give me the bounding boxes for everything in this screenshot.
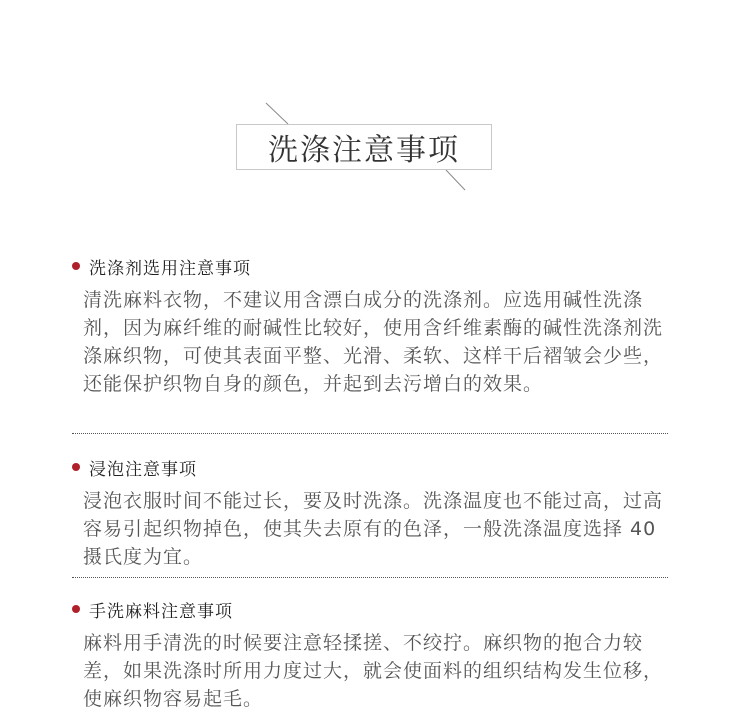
section-title: 手洗麻料注意事项 bbox=[89, 601, 233, 622]
title-frame bbox=[236, 124, 492, 170]
section-title: 洗涤剂选用注意事项 bbox=[89, 258, 251, 279]
section-soaking bbox=[72, 455, 672, 571]
section-header bbox=[72, 597, 672, 621]
section-body: 浸泡衣服时间不能过长，要及时洗涤。洗涤温度也不能过高，过高容易引起织物掉色，使其失去原有的色泽，一般洗涤温度选择 40 摄氏度为宜。 bbox=[83, 490, 664, 568]
section-header bbox=[72, 254, 672, 278]
dotted-divider bbox=[72, 577, 668, 578]
section-body: 麻料用手清洗的时候要注意轻揉搓、不绞拧。麻织物的抱合力较差，如果洗涤时所用力度过大，就会使面料的组织结构发生位移，使麻织物容易起毛。 bbox=[83, 632, 664, 710]
bullet-dot-icon bbox=[72, 463, 80, 471]
bullet-dot-icon bbox=[72, 262, 80, 270]
section-body: 清洗麻料衣物，不建议用含漂白成分的洗涤剂。应选用碱性洗涤剂，因为麻纤维的耐碱性比较好，使用含纤维素酶的碱性洗涤剂洗涤麻织物，可使其表面平整、光滑、柔软、这样干后褶皱会少些，还能保护织物自身的颜色，并起到去污增白的效果。 bbox=[83, 289, 664, 395]
dotted-divider bbox=[72, 433, 668, 434]
section-title: 浸泡注意事项 bbox=[89, 459, 197, 480]
section-handwash bbox=[72, 597, 672, 713]
title-diagonal-bottom bbox=[446, 170, 465, 190]
title-decoration bbox=[0, 0, 750, 200]
section-header bbox=[72, 455, 672, 479]
title-block bbox=[0, 0, 750, 200]
bullet-dot-icon bbox=[72, 605, 80, 613]
page-title: 洗涤注意事项 bbox=[268, 133, 460, 168]
section-detergent bbox=[72, 254, 672, 398]
title-diagonal-top bbox=[266, 103, 288, 124]
